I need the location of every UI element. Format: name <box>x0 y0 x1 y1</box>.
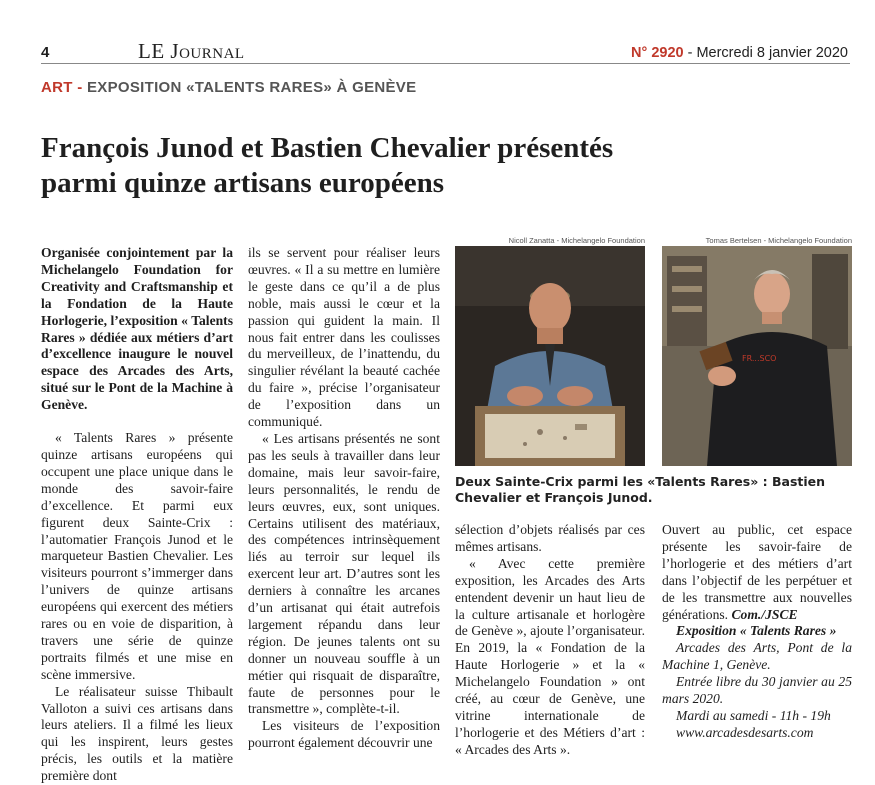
issue-info <box>631 45 848 61</box>
issue-date: - Mercredi 8 janvier 2020 <box>683 45 848 61</box>
paragraph: « Avec cette première exposition, les Arcades des Arts entendent devenir un haut lieu de la culture artisanale et horlogère de Genève », ajoute l’organisateur. En 2019, la « Fondation de la Haute Horlogerie » et la « Michelangelo Foundation » ont créé, au cœur de Genève, une vitrine internationale de l’horlogerie et des Métiers d’art : « Arcades des Arts ». <box>455 555 645 757</box>
paragraph: sélection d’objets réalisés par ces mêmes artisans. <box>455 522 645 554</box>
headline-line-2: parmi quinze artisans européens <box>41 167 445 199</box>
infobox-location: Arcades des Arts, Pont de la Machine 1, Genève. <box>662 640 852 673</box>
article-signature: Com./JSCE <box>731 606 798 622</box>
photo-credit-left: Nicoll Zanatta - Michelangelo Foundation <box>508 236 645 245</box>
closing-text: Ouvert au public, cet espace présente les savoir-faire de l’horlogerie et des métiers d’art dans l’objectif de les perpétuer et de les transmettre aux nouvelles générations. <box>662 522 852 622</box>
page-number: 4 <box>41 44 50 61</box>
article-headline <box>41 131 681 201</box>
section-category: ART <box>41 79 73 96</box>
portrait-illustration-right <box>662 246 852 466</box>
header-rule <box>41 63 850 64</box>
section-subject: EXPOSITION «TALENTS RARES» À GENÈVE <box>86 79 417 96</box>
paragraph: « Talents Rares » présente quinze artisans européens qui occupent une place unique dans le monde des savoir-faire d’excellence. Et parmi eux figurent deux Sainte-Crix : l’automatier François Junod et le marqueteur Bastien Chevalier. Les visiteurs pourront s’immerger dans l’univers de quinze artisans européens qui exercent des métiers rares ou en voie de disparition, à travers une série de quinze portraits filmés et une mise en scène immersive. <box>41 430 233 682</box>
issue-number: N° 2920 <box>631 45 684 61</box>
svg-text:FR...SCO: FR...SCO <box>742 354 777 363</box>
newspaper-logo[interactable] <box>138 39 245 64</box>
infobox-dates: Entrée libre du 30 janvier au 25 mars 2020. <box>662 674 852 707</box>
article-lead: Organisée conjointement par la Michelangelo Foundation for Creativity and Craftsmanship et la Fondation de la Haute Horlogerie, l’exposition « Talents Rares » dédiée aux métiers d’art d’excellence inaugure le nouvel espace des Arcades des Arts, situé sur le Pont de la Machine à Genève. <box>41 245 233 413</box>
article-column-3 <box>455 522 645 759</box>
article-column-4 <box>662 522 852 742</box>
infobox-title: Exposition « Talents Rares » <box>676 623 837 639</box>
section-label <box>41 79 416 96</box>
article-column-1 <box>41 245 233 785</box>
paragraph: Le réalisateur suisse Thibault Valloton a suivi ces artisans dans leurs ateliers. Il a filmé les lieux qui les inspirent, leurs gestes précis, les outils et la matière première dont <box>41 683 233 784</box>
article-column-2 <box>248 245 440 752</box>
infobox-website[interactable]: www.arcadesdesarts.com <box>676 724 814 740</box>
section-separator: - <box>72 79 87 96</box>
logo-journal-rest: OURNAL <box>179 46 245 62</box>
headline-line-1: François Junod et Bastien Chevalier présentés <box>41 132 614 164</box>
paragraph: Les visiteurs de l’exposition pourront également découvrir une <box>248 718 440 751</box>
logo-journal-initial: J <box>170 39 180 63</box>
paragraph <box>662 522 852 623</box>
infobox-hours: Mardi au samedi - 11h - 19h <box>676 707 831 723</box>
portrait-illustration-left <box>455 246 645 466</box>
photo-caption: Deux Sainte-Crix parmi les «Talents Rares» : Bastien Chevalier et François Junod. <box>455 474 826 505</box>
paragraph: « Les artisans présentés ne sont pas les seuls à travailler dans leur domaine, mais leur savoir-faire, leurs personnalités, le rendu de leurs œuvres, eux, sont uniques. Certains utilisent des matériaux, des compétences intrinsèquement liés au terroir sur lequel ils exercent leur art. D’autres sont les derniers à connaître les arcanes d’un artisanat qui était autrefois largement répandu dans leur région. De jeunes talents ont su donner un nouveau souffle à un métier qui risquait de disparaître, faute de personnes pour le transmettre », complète-t-il. <box>248 430 440 717</box>
paragraph: ils se servent pour réaliser leurs œuvres. « Il a su mettre en lumière le geste dans ce qu’il a de plus noble, mais aussi le cœur et la passion qui guident la main. Il nous fait entrer dans les coulisses du merveilleux, de l’inattendu, du singulier révélant la beauté cachée du faire », précise l’organisateur de l’exposition dans un communiqué. <box>248 245 440 430</box>
photo-credit-right: Tomas Bertelsen - Michelangelo Foundation <box>705 236 852 245</box>
photo-francois-junod[interactable] <box>455 246 645 466</box>
photo-bastien-chevalier[interactable] <box>662 246 852 466</box>
logo-le: LE <box>138 39 165 63</box>
